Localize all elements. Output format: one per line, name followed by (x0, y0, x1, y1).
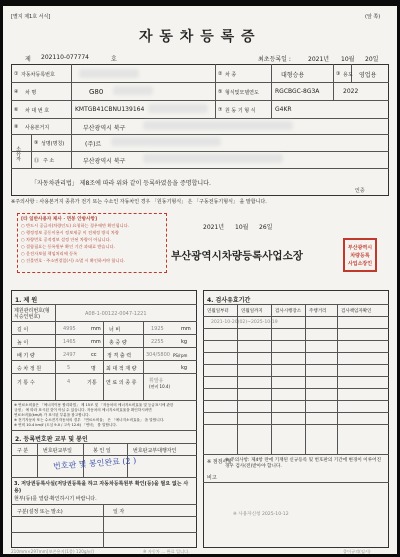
spec-id-label: 제원관리번호(형식승인번호) (14, 308, 50, 320)
inspection-foot-note: ※ 주의사항: 제4항 란에 기재된 신규등록 및 번호판의 기간에 변경이 이루어진 경우 검사(전)받아야 합니다. (225, 458, 382, 469)
vin-value: KMTGB41CBNU139164 (75, 106, 145, 113)
reg-plate-title: 2. 등록번호판 교부 및 봉인 (15, 436, 88, 443)
handwritten-plate-note: 번호판 및 봉인완료 (2 ) (52, 456, 137, 471)
reg-number-label: 자동차등록번호 (21, 72, 55, 78)
base-location-label: 사용본거지 (25, 125, 50, 131)
first-reg-label: 최초등록일 : (258, 56, 291, 63)
official-seal: 부산광역시 차량등록 사업소장인 (343, 238, 377, 272)
serial-suffix: 호 (111, 56, 117, 63)
issue-day: 26일 (259, 224, 273, 231)
certify-stamp-label: 인증 (355, 188, 365, 194)
owner-address-label: 주 소 (43, 158, 55, 164)
footer-center: ※ 자동차 ... 완료 입니다. (143, 549, 190, 554)
inspection-foot-date: ※ 사용자신청 2025-10-12 (233, 512, 289, 517)
inspection-remarks-label: 비고 (207, 475, 217, 481)
document-title: 자 동 차 등 록 증 (139, 29, 256, 45)
model-year-label: 형식및모델연도 (225, 90, 259, 96)
serial-prefix: 제 (25, 56, 31, 63)
spec-id-value: A08-1-00122-0047-1221 (85, 311, 147, 317)
inspection-row-1: 2021-10-20(02)~2025-10-19 (211, 320, 278, 325)
issue-month: 10월 (235, 224, 249, 231)
vin-label: 차 대 번 호 (25, 108, 50, 114)
issuing-authority: 부산광역시차량등록사업소장 (171, 250, 303, 262)
vehicle-type-label: 차 종 (225, 72, 237, 78)
usage-value: 영업용 (359, 72, 377, 79)
mortgage-title: 3. 저당권등록사실(저당권등록을 하고 자동차등록원부 확인(등)을 필요 없는 사용) (14, 481, 189, 494)
owner-address-value: 부산광역시 북구 (83, 158, 126, 165)
issue-year: 2021년 (203, 224, 225, 231)
certification-statement: 「자동차관리법」 제8조에 따라 위와 같이 등록하였음을 증명합니다. (31, 180, 211, 187)
spec-title: 1. 제 원 (15, 297, 38, 304)
first-reg-month: 10월 (341, 56, 355, 63)
vehicle-type-value: 대형승용 (281, 72, 305, 79)
mortgage-body: 현부(등)를 열람·확인하시기 바랍니다. (14, 496, 97, 502)
copy-label: (앞 쪽) (365, 14, 381, 20)
serial-number: 202110-077774 (41, 54, 89, 61)
model-code-value: RGCBGC-8G3A (275, 88, 320, 95)
footer-paper-spec: 210mm×297mm[보존용지(1종) 120g/㎡] (11, 549, 94, 554)
inspection-title: 4. 검사유효기간 (207, 297, 251, 304)
reg-number-redacted (79, 69, 139, 78)
model-name-label: 차 명 (25, 90, 37, 96)
notice-red-box (17, 213, 167, 273)
first-reg-day: 20일 (365, 56, 379, 63)
usage-label: 용도 (343, 72, 353, 78)
notice-main: ※주의사항 : 사용본거지 종류가 전기 또는 수소인 자동차인 경우 「원동기형식」 은 「구동전동기형식」 을 말합니다. (11, 199, 267, 205)
footer-right: 종이규격(임시) (343, 549, 371, 554)
owner-group-label: 소유자 (15, 146, 21, 161)
form-label: [별지 제1호 서식] (11, 14, 51, 20)
inspection-side-note: ※ 점검사항 (207, 459, 233, 465)
model-year-value: 2022 (343, 88, 359, 95)
owner-name-label: 성명(명칭) (41, 141, 65, 147)
registration-certificate: [별지 제1호 서식] (앞 쪽) 자 동 차 등 록 증 제 202110-077774 호 최초등록일 : 2021년 10월 20일 ① 자동차등록번호 ② 차 종 대형승용 ③ 용도 영업용 ④ 차 명 G80 ⑤ 형식및모델연도 RGCBGC-8G3A 2022 ⑥ 차 대 번 호 KMTGB41CBNU139164 ⑦ 원 동 기 형 식 G4KR ⑧ 사용본거지 부산광역시 북구 소유자 ⑨ 성명(명칭) (주)르 ⑪ 주 소 부산광역시 북구 「자동차관리법」 제8조에 따라 위와 같이 등록하였음을 증명합니다. 인증 ※주의사항 : 사용본거지 종류가 전기 또는 수소인 자동차인 경우 「원동기형식」 은 「구동전동기형식」 을 말합니다. [타 일반사용자 제사 · 면봉 안방사항] ○ 반드시 공급자(차량인도) 요청하는 경우에만 확인됩니다. ○ 행정정보 공동이용시 정보제공 이 전제정 방식 차량 ○ 차량번호 공적정보 설정 안된 차량이 아닙니다. ○ 결함필요는 등록원부 확인 기간 과태료 받습니다. ○ 운전자보험 책임처리에 등록 ○ 건물번호 · 주소변경일(시) 소멸 시 확인하셔야 합니다. 2021년 10월 26일 부산광역시차량등록사업소장 부산광역시 차량등록 사업소장인 1. 제 원 제원관리번호(형식승인번호) A08-1-00122-0047-1221 길 이 4995 mm 너 비 1925 mm 높 이 1465 mm 총 중 량 2255 kg 배 기 량 2497 cc 정 격 출 력 304/5800 PS/rpm 승 차 정 원 5 명 최 대 적 재 량 kg 기 통 수 4 기통 연 료 의 종 류 휘발유 (연비 10.4) ※ 연료소비율은 「에너지이용 합리화법」 제 15조 및 「자동차의 에너지소비효율 및 등급표시에 관한 규정」 에 따라 표시된 것이 아닐 수 있습니다. 자동차의 에너지소비효율을 확인하시려면 연료소비율(km/ℓ) 가 표시된 부분을 참고합니다. ※ 전기자동차 또는 수소전기자동차의 경우 「연료소비율」 은 「에너지소비효율」 을 말합니다. ※ 연비 10.4 km/ℓ (도심 9.0 / 고속 12.6) 「연비」 를 말합니다. 2. 등록번호판 교부 및 봉인 구 분 번호판교부일 봉 인 일 번호판교부대행자인 번호판 및 봉인완료 (2 ) 3. 저당권등록사실(저당권등록을 하고 자동차등록원부 확인(등)을 필요 없는 사용) 현부(등)를 열람·확인하시기 바랍니다. 구분(설정 또는 말소) 일 자 4. 검사유효기간 연월일부터 연월일까지 검사시행장소 주행거리 검사책임자확인 2021-10-20(02)~2025-10-19 ※ 점검사항 ※ 주의사항: 제4항 란에 기재된 신규등록 및 번호판의 기간에 변경이 이루어진 경우 검사(전)받아야 합니다. 비고 ※ 사용자신청 2025-10-12 210mm×297mm[보존용지(1종) 120g/㎡] ※ 자동차 ... 완료 입니다. 종이규격(임시) (3, 6, 397, 554)
engine-type-value: G4KR (275, 106, 292, 113)
first-reg-year: 2021년 (308, 56, 330, 63)
engine-type-label: 원 동 기 형 식 (225, 108, 256, 114)
owner-name-value: (주)르 (85, 141, 102, 148)
model-name-value: G80 (89, 88, 104, 96)
row-num: ① (14, 71, 19, 77)
base-location-value: 부산광역시 북구 (83, 125, 126, 132)
